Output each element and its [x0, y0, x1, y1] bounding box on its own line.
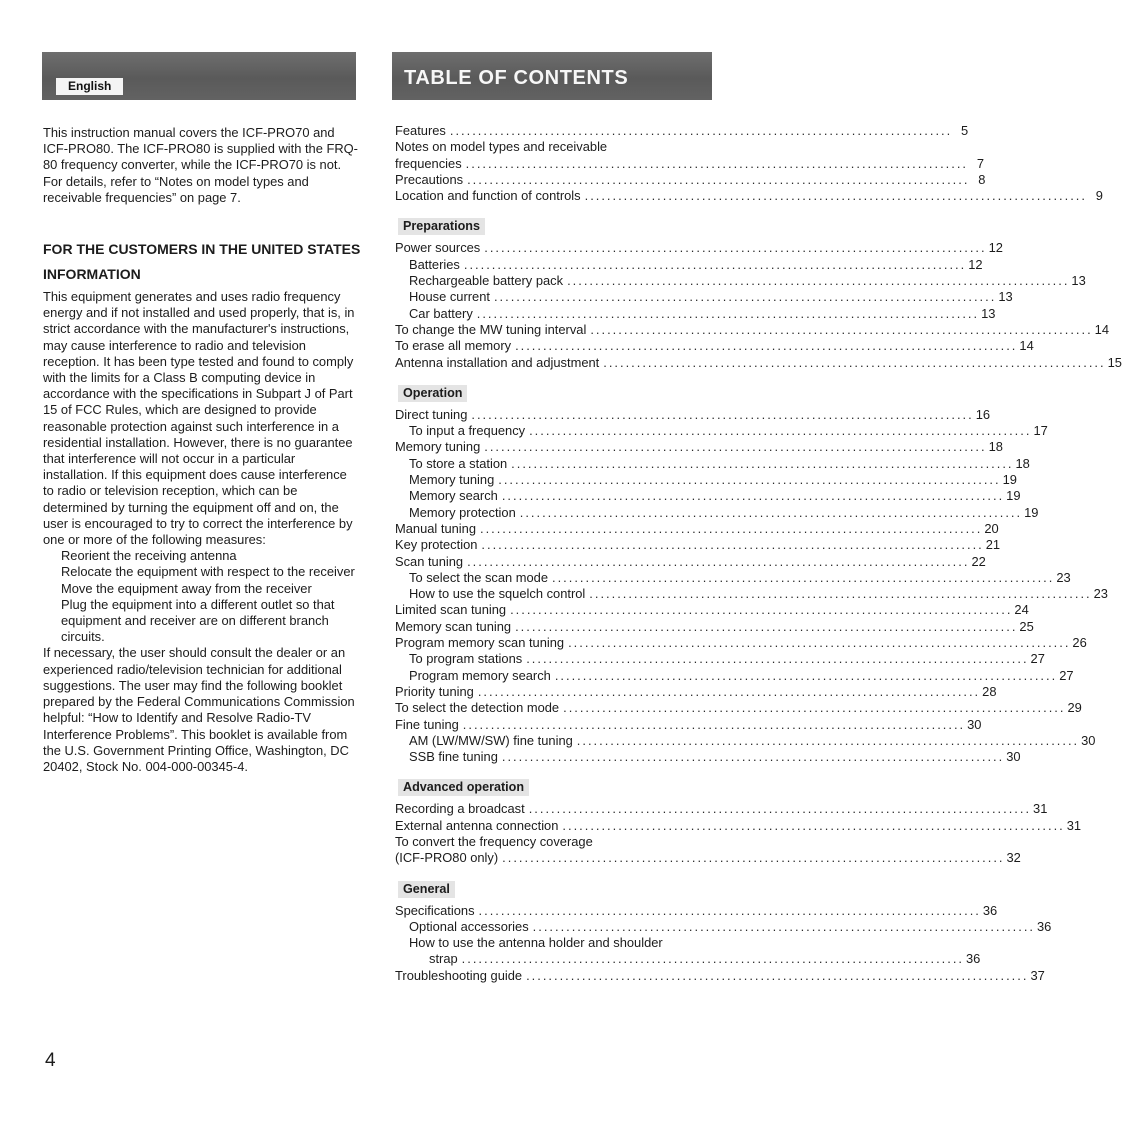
closing-paragraph: If necessary, the user should consult the dealer or an experienced radio/television technician for additional suggestions. The user may find the following booklet prepared by the Federal Communications Commission helpful: “How to Identify and Resolve Radio-TV Interference Problems”. This booklet is available from the U.S. Government Printing Office, Washington, DC 20402, Stock No. 004-000-00345-4.: [43, 645, 355, 774]
toc-entry-page: 21: [985, 537, 1001, 553]
dot-leader: ..........................................................................................: [463, 256, 967, 272]
dot-leader: ..........................................................................................: [562, 817, 1065, 833]
toc-entry-label: strap: [429, 951, 458, 967]
dot-leader: ..........................................................................................: [462, 716, 966, 732]
dot-leader: ..........................................................................................: [554, 667, 1058, 683]
toc-entry-page: 19: [1002, 472, 1017, 488]
toc-entry-label: frequencies: [395, 155, 462, 171]
dot-leader: ..........................................................................................: [501, 488, 1005, 504]
toc-entry-page: 31: [1066, 817, 1082, 833]
dot-leader: ..........................................................................................: [519, 504, 1023, 520]
toc-entry-page: 13: [981, 305, 996, 321]
section-title-operation: Operation: [398, 385, 467, 402]
toc-entry-label: Manual tuning: [395, 520, 476, 536]
toc-entry: [395, 171, 986, 188]
dot-leader: ..........................................................................................: [477, 683, 981, 699]
toc-entry-label: Antenna installation and adjustment: [395, 354, 600, 370]
toc-entry: [395, 273, 1086, 289]
information-heading: INFORMATION: [43, 266, 141, 283]
toc-entry-label: External antenna connection: [395, 817, 559, 833]
toc-entry: [395, 951, 981, 967]
dot-leader: ..........................................................................................: [515, 618, 1018, 634]
dot-leader: ..........................................................................................: [449, 123, 953, 138]
dot-leader: ..........................................................................................: [481, 537, 984, 553]
toc-entry: Notes on model types and receivable: [395, 139, 608, 155]
dot-leader: ..........................................................................................: [515, 338, 1018, 354]
toc-entry-page: 29: [1067, 700, 1082, 716]
toc-entry-label: Troubleshooting guide: [395, 967, 523, 983]
toc-entry: [395, 406, 991, 423]
toc-entry-label: Car battery: [409, 305, 473, 321]
toc-entry-label: Fine tuning: [395, 716, 459, 732]
toc-entry-page: 36: [966, 951, 981, 967]
toc-entry-label: Recording a broadcast: [395, 801, 525, 817]
toc-entry-label: AM (LW/MW/SW) fine tuning: [409, 732, 573, 748]
toc-entry-page: 20: [984, 520, 999, 536]
toc-entry: [395, 321, 1110, 338]
language-label: English: [56, 78, 123, 95]
toc-entry: How to use the antenna holder and shoulder: [409, 935, 663, 951]
toc-entry-label: Power sources: [395, 240, 481, 256]
toc-entry-label: Priority tuning: [395, 683, 474, 699]
dot-leader: ..........................................................................................: [467, 553, 970, 569]
toc-entry-label: Batteries: [409, 256, 460, 272]
section-title-general: General: [398, 881, 455, 898]
toc-entry-page: 7: [976, 155, 984, 171]
toc-entry-page: 18: [1015, 455, 1030, 471]
toc-entry: [395, 801, 1048, 817]
toc-entry-page: 32: [1006, 850, 1021, 866]
dot-leader: ..........................................................................................: [589, 586, 1092, 602]
toc-entry-label: To select the scan mode: [409, 569, 549, 585]
toc-entry: [395, 635, 1087, 651]
toc-entry-page: 14: [1094, 321, 1110, 337]
toc-entry: [395, 618, 1034, 635]
measure-item: Reorient the receiving antenna: [61, 548, 237, 564]
toc-entry-label: Limited scan tuning: [395, 602, 507, 618]
section-title-advanced: Advanced operation: [398, 779, 529, 796]
toc-entry-label: To store a station: [409, 455, 508, 471]
left-column: [43, 125, 361, 775]
toc-entry: [395, 256, 983, 273]
toc-entry: [395, 602, 1029, 618]
dot-leader: ..........................................................................................: [493, 289, 997, 305]
toc-entry: [395, 967, 1045, 984]
toc-entry-label: To change the MW tuning interval: [395, 321, 587, 337]
dot-leader: ..........................................................................................: [510, 602, 1013, 618]
toc-entry-page: 23: [1093, 586, 1108, 602]
toc-entry: [395, 850, 1021, 866]
toc-entry: [395, 586, 1108, 602]
dot-leader: ..........................................................................................: [563, 700, 1066, 716]
toc-entry: [395, 488, 1021, 504]
toc-entry-page: 14: [1019, 338, 1034, 354]
toc-entry-page: 19: [1024, 504, 1039, 520]
measure-item: Plug the equipment into a different outlet so that equipment and receiver are on different branch circuits.: [61, 596, 335, 645]
intro-paragraph: This instruction manual covers the ICF-PRO70 and ICF-PRO80. The ICF-PRO80 is supplied with the FRQ-80 frequency converter, while the ICF-PRO70 is not. For details, refer to “Notes on model types and receivable frequencies” on page 7.: [43, 125, 358, 205]
toc-entry-label: Direct tuning: [395, 406, 468, 422]
dot-leader: ..........................................................................................: [461, 951, 965, 967]
dot-leader: ..........................................................................................: [465, 155, 968, 171]
toc-entry-page: 18: [988, 439, 1003, 455]
toc-entry-page: 36: [1037, 918, 1052, 934]
toc-entry: [395, 716, 982, 733]
dot-leader: ..........................................................................................: [511, 455, 1014, 471]
dot-leader: ..........................................................................................: [528, 801, 1032, 817]
toc-entry: [395, 683, 997, 700]
dot-leader: ..........................................................................................: [576, 732, 1080, 748]
toc-entry-label: Optional accessories: [409, 918, 529, 934]
toc-entry-label: To input a frequency: [409, 423, 526, 439]
dot-leader: ..........................................................................................: [567, 273, 1070, 289]
toc-entry-label: Features: [395, 123, 446, 138]
toc-entry-label: Program memory search: [409, 667, 551, 683]
dot-leader: ..........................................................................................: [568, 635, 1071, 651]
toc-entry-page: 12: [968, 256, 983, 272]
toc-entry: [395, 504, 1039, 521]
dot-leader: ..........................................................................................: [501, 749, 1005, 765]
toc-entry-page: 28: [982, 683, 997, 699]
dot-leader: ..........................................................................................: [502, 850, 1005, 866]
dot-leader: ..........................................................................................: [532, 918, 1035, 934]
dot-leader: ..........................................................................................: [467, 171, 970, 187]
toc-entry-page: 9: [1095, 188, 1103, 204]
dot-leader: ..........................................................................................: [603, 354, 1106, 370]
toc-entry-page: 23: [1056, 569, 1071, 585]
toc-entry-page: 27: [1030, 651, 1045, 667]
toc-entry-page: 30: [1006, 749, 1021, 765]
toc-entry-page: 5: [961, 123, 969, 138]
measure-item: Move the equipment away from the receiver: [61, 580, 312, 596]
toc-entry-label: Specifications: [395, 902, 475, 918]
toc-entry: [395, 537, 1001, 553]
toc-entry-label: Precautions: [395, 171, 464, 187]
toc-entry-label: To program stations: [409, 651, 523, 667]
dot-leader: ..........................................................................................: [478, 902, 981, 918]
toc-entry-page: 26: [1072, 635, 1087, 651]
toc-entry-label: To erase all memory: [395, 338, 512, 354]
toc-entry-page: 19: [1006, 488, 1021, 504]
measures-list: [43, 548, 361, 645]
toc-entry-label: How to use the squelch control: [409, 586, 586, 602]
fcc-paragraph: This equipment generates and uses radio frequency energy and if not installed and used properly, that is, in strict accordance with the manufacturer's instructions, may cause interference to radio and television reception. It has been type tested and found to comply with the limits for a Class B computing device in accordance with the specifications in Subpart J of Part 15 of FCC Rules, which are designed to provide reasonable protection against such interference in a residential installation. However, there is no guarantee that interference will not occur in a particular installation. If this equipment does cause interference to radio or television reception, which can be determined by turning the equipment off and on, the user is encouraged to try to correct the interference by one or more of the following measures:: [43, 289, 355, 548]
page-number: 4: [45, 1050, 56, 1071]
toc-entry-label: Scan tuning: [395, 553, 464, 569]
toc-entry: [395, 732, 1096, 749]
dot-leader: ..........................................................................................: [526, 651, 1029, 667]
toc-entry-page: 37: [1030, 967, 1045, 983]
dot-leader: ..........................................................................................: [552, 569, 1055, 585]
toc-entry: [395, 305, 996, 322]
toc-entry-label: To select the detection mode: [395, 700, 560, 716]
toc-entry: [395, 651, 1045, 667]
dot-leader: ..........................................................................................: [484, 240, 987, 256]
toc-entry-label: House current: [409, 289, 490, 305]
toc-entry-page: 12: [988, 240, 1003, 256]
dot-leader: ..........................................................................................: [479, 520, 983, 536]
toc-entry-label: Location and function of controls: [395, 188, 581, 204]
dot-leader: ..........................................................................................: [484, 439, 987, 455]
toc-entry-page: 22: [971, 553, 986, 569]
dot-leader: ..........................................................................................: [476, 305, 980, 321]
toc-entry: [395, 749, 1021, 765]
dot-leader: ..........................................................................................: [471, 406, 974, 422]
toc-entry: [395, 188, 1103, 204]
toc-entry: [395, 918, 1052, 935]
toc-entry-page: 31: [1033, 801, 1048, 817]
toc-entry-label: (ICF-PRO80 only): [395, 850, 499, 866]
header-banner-left: [42, 52, 356, 100]
toc-entry: [395, 667, 1074, 684]
toc-entry: [395, 155, 984, 172]
toc-entry-page: 25: [1019, 618, 1034, 634]
toc-entry-label: Program memory scan tuning: [395, 635, 565, 651]
header-banner-right: [392, 52, 712, 100]
dot-leader: ..........................................................................................: [526, 967, 1029, 983]
toc-entry-label: Memory protection: [409, 504, 516, 520]
toc-entry: [395, 700, 1082, 716]
toc-entry-page: 16: [975, 406, 991, 422]
toc-entry-page: 17: [1033, 423, 1048, 439]
toc-entry: [395, 455, 1030, 472]
measure-item: Relocate the equipment with respect to the receiver: [61, 564, 355, 580]
table-of-contents: [395, 123, 1122, 984]
toc-entry: [395, 520, 999, 537]
toc-entry: [395, 123, 969, 139]
dot-leader: ..........................................................................................: [498, 472, 1001, 488]
toc-entry: [395, 423, 1048, 439]
toc-entry-label: Memory tuning: [409, 472, 495, 488]
toc-entry-page: 36: [982, 902, 998, 918]
toc-entry-page: 27: [1059, 667, 1074, 683]
toc-entry-page: 13: [998, 289, 1013, 305]
toc-title: TABLE OF CONTENTS: [404, 67, 629, 89]
toc-entry-label: Rechargeable battery pack: [409, 273, 564, 289]
section-title-preparations: Preparations: [398, 218, 485, 235]
dot-leader: ..........................................................................................: [590, 321, 1093, 337]
toc-entry-page: 24: [1014, 602, 1029, 618]
toc-entry: [395, 817, 1082, 834]
toc-entry: [395, 354, 1122, 371]
toc-entry-label: Memory scan tuning: [395, 618, 512, 634]
toc-entry-page: 15: [1107, 354, 1122, 370]
toc-entry-page: 13: [1071, 273, 1086, 289]
toc-entry-label: Memory search: [409, 488, 498, 504]
toc-entry: [395, 902, 998, 919]
dot-leader: ..........................................................................................: [529, 423, 1032, 439]
toc-entry: [395, 569, 1071, 586]
toc-entry: [395, 338, 1034, 354]
dot-leader: ..........................................................................................: [584, 188, 1087, 204]
toc-entry-page: 8: [978, 171, 986, 187]
toc-entry: [395, 553, 986, 570]
toc-entry: [395, 472, 1017, 488]
toc-entry-label: Key protection: [395, 537, 478, 553]
customers-heading: FOR THE CUSTOMERS IN THE UNITED STATES: [43, 241, 361, 258]
toc-entry: [395, 439, 1003, 455]
toc-entry-label: SSB fine tuning: [409, 749, 498, 765]
toc-entry: [395, 289, 1013, 305]
toc-entry-page: 30: [1081, 732, 1096, 748]
toc-entry: [395, 240, 1003, 256]
toc-entry-page: 30: [967, 716, 982, 732]
toc-entry: To convert the frequency coverage: [395, 833, 593, 849]
toc-entry-label: Memory tuning: [395, 439, 481, 455]
